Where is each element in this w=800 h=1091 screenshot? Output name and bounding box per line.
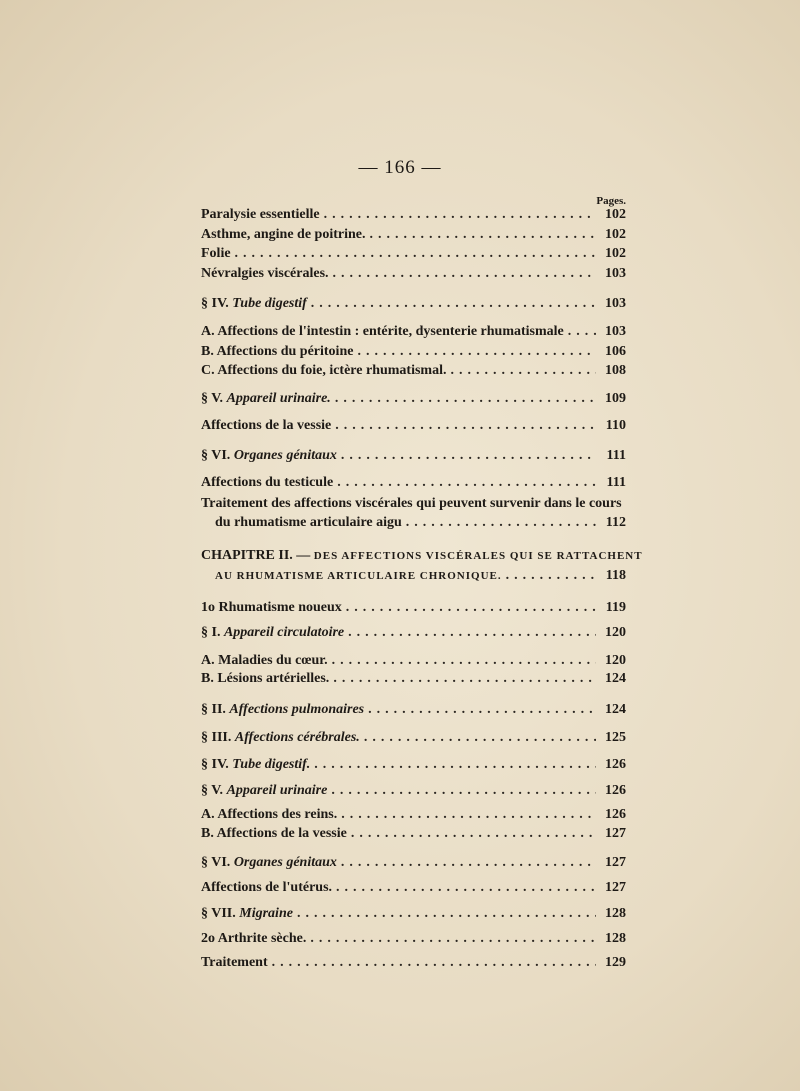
entry-page-number: 127 — [605, 855, 626, 870]
entry-text: C. Affections du foie, ictère rhumatismal. — [201, 363, 447, 378]
entry-prefix: § V. — [201, 783, 224, 798]
entry-prefix: § II. — [201, 702, 226, 717]
entry-page-number: 124 — [605, 702, 626, 717]
entry-title — [201, 824, 347, 843]
entry-text: Affections de la vessie — [201, 418, 332, 433]
entry-prefix: § IV. — [201, 296, 229, 311]
entry-prefix: CHAPITRE II. — — [201, 548, 311, 563]
toc-entry — [201, 824, 626, 843]
leader-dots — [370, 225, 597, 244]
entry-page-number: 119 — [605, 600, 626, 615]
entry-italic-title: Appareil urinaire. — [226, 391, 331, 406]
entry-prefix: § VI. — [201, 855, 231, 870]
toc-entry — [201, 494, 626, 532]
toc-entry — [201, 473, 626, 492]
entry-text: Paralysie essentielle — [201, 207, 320, 222]
leader-dots — [333, 669, 596, 688]
toc-entry — [201, 623, 626, 642]
entry-page-number: 102 — [605, 207, 626, 222]
entry-prefix: § I. — [201, 625, 221, 640]
leader-dots — [331, 781, 596, 800]
entry-title — [201, 205, 320, 224]
leader-dots — [310, 929, 596, 948]
entry-text: B. Affections du péritoine — [201, 344, 354, 359]
toc-entry — [201, 878, 626, 897]
toc-entry — [201, 361, 626, 380]
entry-continuation: du rhumatisme articulaire aigu — [215, 515, 402, 530]
toc-entry — [201, 598, 626, 617]
toc-entry — [201, 205, 626, 224]
entry-prefix: § III. — [201, 730, 232, 745]
entry-title — [201, 781, 327, 800]
entry-text: Traitement des affections viscérales qui peuvent survenir dans le cours — [201, 496, 622, 511]
leader-dots — [297, 904, 596, 923]
entry-prefix: § VI. — [201, 448, 231, 463]
entry-page-number: 108 — [605, 363, 626, 378]
entry-title — [201, 953, 268, 972]
leader-dots — [568, 322, 596, 341]
leader-dots — [332, 651, 596, 670]
leader-dots — [368, 700, 596, 719]
entry-prefix: § IV. — [201, 757, 229, 772]
entry-page-number: 127 — [605, 880, 626, 895]
toc-entry — [201, 805, 626, 824]
leader-dots — [235, 244, 596, 263]
toc-entry — [201, 929, 626, 948]
toc-entry — [201, 416, 626, 435]
entry-title — [201, 342, 353, 361]
leader-dots — [336, 878, 596, 897]
leader-dots — [348, 623, 596, 642]
leader-dots — [346, 598, 596, 617]
entry-page-number: 102 — [605, 227, 626, 242]
entry-page-number: 110 — [605, 418, 626, 433]
leader-dots — [506, 566, 596, 585]
entry-italic-title: Appareil circulatoire — [223, 625, 345, 640]
entry-text: Affections de l'utérus. — [201, 880, 333, 895]
entry-italic-title: Affections pulmonaires — [229, 702, 365, 717]
leader-dots — [341, 446, 596, 465]
entry-title — [201, 853, 337, 872]
entry-text: Traitement — [201, 955, 268, 970]
entry-italic-title: Appareil urinaire — [226, 783, 328, 798]
entry-text: 1o Rhumatisme noueux — [201, 600, 342, 615]
toc-entry — [201, 651, 626, 670]
toc-entry — [201, 755, 626, 774]
page-number: — 166 — — [358, 157, 442, 178]
entry-page-number: 103 — [605, 296, 626, 311]
entry-text: B. Affections de la vessie — [201, 826, 347, 841]
toc-entry — [201, 342, 626, 361]
entry-title — [201, 598, 342, 617]
entry-italic-title: Tube digestif — [232, 296, 307, 311]
entry-text: A. Affections des reins. — [201, 807, 338, 822]
leader-dots — [272, 953, 596, 972]
leader-dots — [335, 416, 596, 435]
entry-title — [201, 294, 307, 313]
toc-entry — [201, 669, 626, 688]
leader-dots — [324, 205, 596, 224]
entry-title — [201, 700, 364, 719]
entry-page-number: 120 — [605, 625, 626, 640]
leader-dots — [335, 389, 596, 408]
entry-title — [201, 416, 331, 435]
toc-entry — [201, 546, 643, 586]
toc-entry — [201, 294, 626, 313]
entry-page-number: 102 — [605, 246, 626, 261]
entry-prefix: § VII. — [201, 906, 236, 921]
entry-text: Folie — [201, 246, 231, 261]
entry-page-number: 126 — [605, 807, 626, 822]
entry-text: A. Maladies du cœur. — [201, 653, 328, 668]
leader-dots — [406, 513, 596, 532]
entry-page-number: 128 — [605, 906, 626, 921]
entry-text: Affections du testicule — [201, 475, 334, 490]
toc-entry — [201, 904, 626, 923]
entry-page-number: 125 — [605, 730, 626, 745]
entry-italic-title: Migraine — [239, 906, 293, 921]
entry-title — [201, 244, 231, 263]
leader-dots — [450, 361, 596, 380]
entry-title — [201, 728, 360, 747]
entry-italic-title: Organes génitaux — [233, 855, 337, 870]
entry-page-number: 111 — [606, 475, 626, 490]
entry-page-number: 129 — [605, 955, 626, 970]
toc-entry — [201, 728, 626, 747]
entry-title — [201, 546, 643, 566]
entry-italic-title: Organes génitaux — [233, 448, 337, 463]
entry-italic-title: Affections cérébrales. — [234, 730, 360, 745]
entry-title — [201, 755, 310, 774]
toc-entry — [201, 389, 626, 408]
leader-dots — [341, 853, 596, 872]
entry-italic-title: Tube digestif. — [232, 757, 311, 772]
entry-title — [201, 494, 622, 513]
entry-title — [201, 361, 446, 380]
entry-title — [201, 805, 337, 824]
entry-title — [201, 878, 332, 897]
entry-title — [201, 651, 328, 670]
entry-page-number: 128 — [605, 931, 626, 946]
entry-page-number: 126 — [605, 757, 626, 772]
entry-title — [201, 669, 329, 688]
entry-page-number: 109 — [605, 391, 626, 406]
toc-entry — [201, 264, 626, 283]
toc-entry — [201, 322, 626, 341]
leader-dots — [364, 728, 596, 747]
entry-page-number: 106 — [605, 344, 626, 359]
entry-continuation: AU RHUMATISME ARTICULAIRE CHRONIQUE. — [215, 570, 502, 582]
entry-title — [201, 929, 306, 948]
entry-prefix: § V. — [201, 391, 224, 406]
entry-title — [201, 322, 564, 341]
toc-entry — [201, 244, 626, 263]
leader-dots — [337, 473, 596, 492]
entry-title — [201, 264, 329, 283]
entry-page-number: 124 — [605, 671, 626, 686]
entry-page-number: 127 — [605, 826, 626, 841]
entry-title — [201, 225, 366, 244]
leader-dots — [357, 342, 596, 361]
entry-text: A. Affections de l'intestin : entérite, dysenterie rhumatismale — [201, 324, 564, 339]
leader-dots — [341, 805, 596, 824]
entry-text: 2o Arthrite sèche. — [201, 931, 307, 946]
toc-entry — [201, 853, 626, 872]
entry-text: Asthme, angine de poitrine. — [201, 227, 366, 242]
entry-title — [201, 389, 331, 408]
entry-page-number: 111 — [606, 448, 626, 463]
entry-text: B. Lésions artérielles. — [201, 671, 330, 686]
entry-title — [201, 446, 337, 465]
toc-entry — [201, 781, 626, 800]
entry-page-number: 103 — [605, 324, 626, 339]
entry-page-number: 120 — [605, 653, 626, 668]
entry-page-number: 126 — [605, 783, 626, 798]
toc-entry — [201, 953, 626, 972]
entry-page-number: 118 — [605, 568, 626, 583]
entry-page-number: 103 — [605, 266, 626, 281]
toc-entry — [201, 700, 626, 719]
entry-title — [201, 904, 293, 923]
toc-entry — [201, 225, 626, 244]
entry-title — [201, 623, 344, 642]
pages-column-header: Pages. — [596, 195, 626, 207]
leader-dots — [314, 755, 596, 774]
entry-text: Névralgies viscérales. — [201, 266, 329, 281]
entry-page-number: 112 — [605, 515, 626, 530]
leader-dots — [311, 294, 596, 313]
leader-dots — [351, 824, 596, 843]
entry-text: DES AFFECTIONS VISCÉRALES QUI SE RATTACHENT — [313, 550, 643, 562]
entry-title — [201, 473, 333, 492]
leader-dots — [333, 264, 596, 283]
toc-entry — [201, 446, 626, 465]
